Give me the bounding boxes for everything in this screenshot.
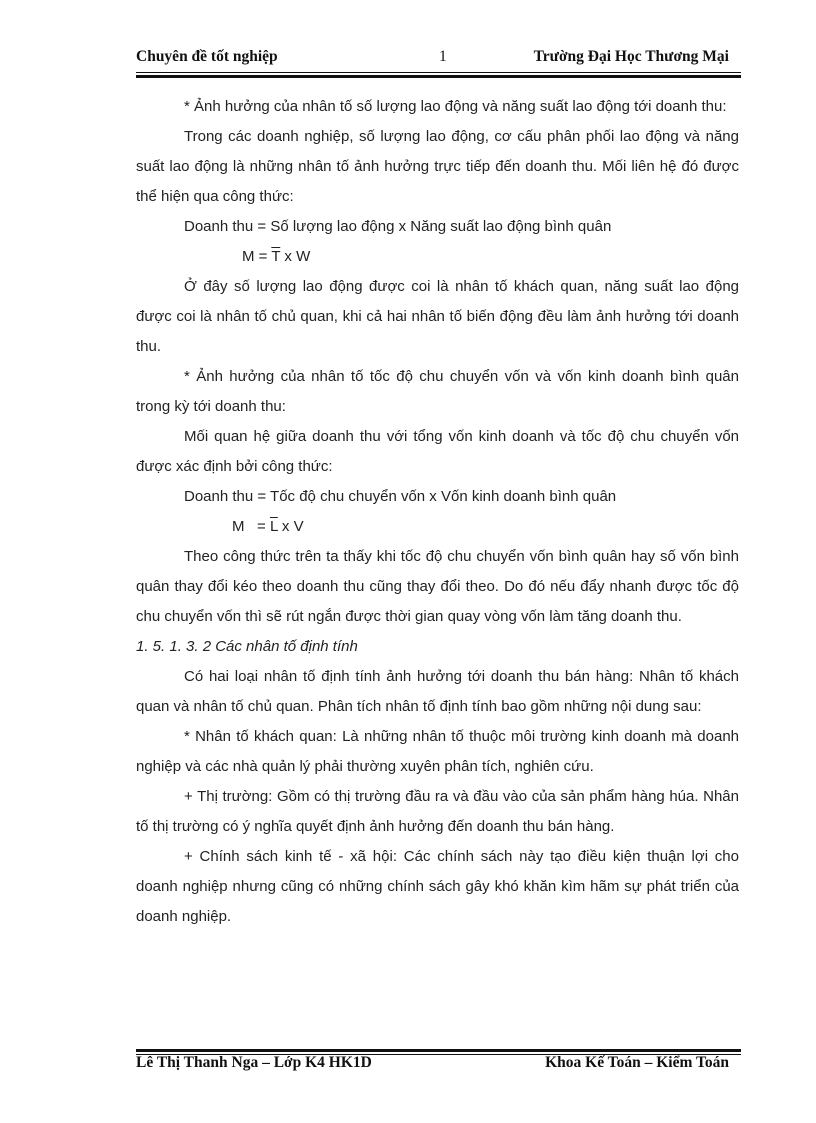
- paragraph: + Chính sách kinh tế - xã hội: Các chính sách này tạo điều kiện thuận lợi cho doanh nghiệp nhưng cũng có những chính sách gây khó khăn kìm hãm sự phát triển của doanh nghiệp.: [136, 848, 739, 925]
- formula-rhs: x V: [277, 518, 304, 535]
- formula-bar-term: $\overline{T}$: [271, 248, 281, 265]
- formula-rhs: x W: [280, 248, 311, 265]
- formula-math: [136, 242, 739, 272]
- paragraph: Có hai loại nhân tố định tính ảnh hưởng tới doanh thu bán hàng: Nhân tố khách quan và nhân tố chủ quan. Phân tích nhân tố định tính bao gồm những nội dung sau:: [136, 668, 739, 715]
- page-footer: [136, 1054, 741, 1078]
- paragraph: Ở đây số lượng lao động được coi là nhân tố khách quan, năng suất lao động được coi là nhân tố chủ quan, khi cả hai nhân tố biến động đều làm ảnh hưởng tới doanh thu.: [136, 278, 739, 355]
- paragraph: + Thị trường: Gồm có thị trường đầu ra và đầu vào của sản phẩm hàng húa. Nhân tố thị trường có ý nghĩa quyết định ảnh hưởng đến doanh thu bán hàng.: [136, 788, 739, 835]
- paragraph: * Ảnh hưởng của nhân tố tốc độ chu chuyển vốn và vốn kinh doanh bình quân trong kỳ tới doanh thu:: [136, 368, 739, 415]
- section-heading: 1. 5. 1. 3. 2 Các nhân tố định tính: [136, 638, 358, 655]
- header-school: Trường Đại Học Thương Mại: [533, 48, 729, 65]
- header-title: Chuyên đề tốt nghiệp: [136, 48, 278, 65]
- formula-text: Doanh thu = Số lượng lao động x Năng suất lao động bình quân: [184, 218, 612, 235]
- paragraph: Theo công thức trên ta thấy khi tốc độ chu chuyển vốn bình quân hay số vốn bình quân thay đổi kéo theo doanh thu cũng thay đổi theo. Do đó nếu đẩy nhanh được tốc độ chu chuyển vốn thì sẽ rút ngắn được thời gian quay vòng vốn làm tăng doanh thu.: [136, 548, 739, 625]
- formula-math: [136, 512, 739, 542]
- page-header: [136, 48, 741, 72]
- formula-bar-term: $\overline{L}$: [269, 518, 278, 535]
- header-rule: [136, 72, 741, 78]
- formula-lhs: M =: [242, 248, 272, 265]
- formula-text: Doanh thu = Tốc độ chu chuyển vốn x Vốn kinh doanh bình quân: [184, 488, 617, 505]
- paragraph: * Ảnh hưởng của nhân tố số lượng lao động và năng suất lao động tới doanh thu:: [184, 98, 727, 115]
- paragraph: * Nhân tố khách quan: Là những nhân tố thuộc môi trường kinh doanh mà doanh nghiệp và các nhà quản lý phải thường xuyên phân tích, nghiên cứu.: [136, 728, 739, 775]
- document-body: [136, 92, 739, 932]
- paragraph: Trong các doanh nghiệp, số lượng lao động, cơ cấu phân phối lao động và năng suất lao động là những nhân tố ảnh hưởng trực tiếp đến doanh thu. Mối liên hệ đó được thể hiện qua công thức:: [136, 128, 739, 205]
- paragraph: Mối quan hệ giữa doanh thu với tổng vốn kinh doanh và tốc độ chu chuyển vốn được xác định bởi công thức:: [136, 428, 739, 475]
- footer-author: Lê Thị Thanh Nga – Lớp K4 HK1D: [136, 1054, 372, 1071]
- formula-lhs: M =: [232, 518, 270, 535]
- page-number: 1: [439, 48, 447, 65]
- footer-department: Khoa Kế Toán – Kiểm Toán: [545, 1054, 729, 1071]
